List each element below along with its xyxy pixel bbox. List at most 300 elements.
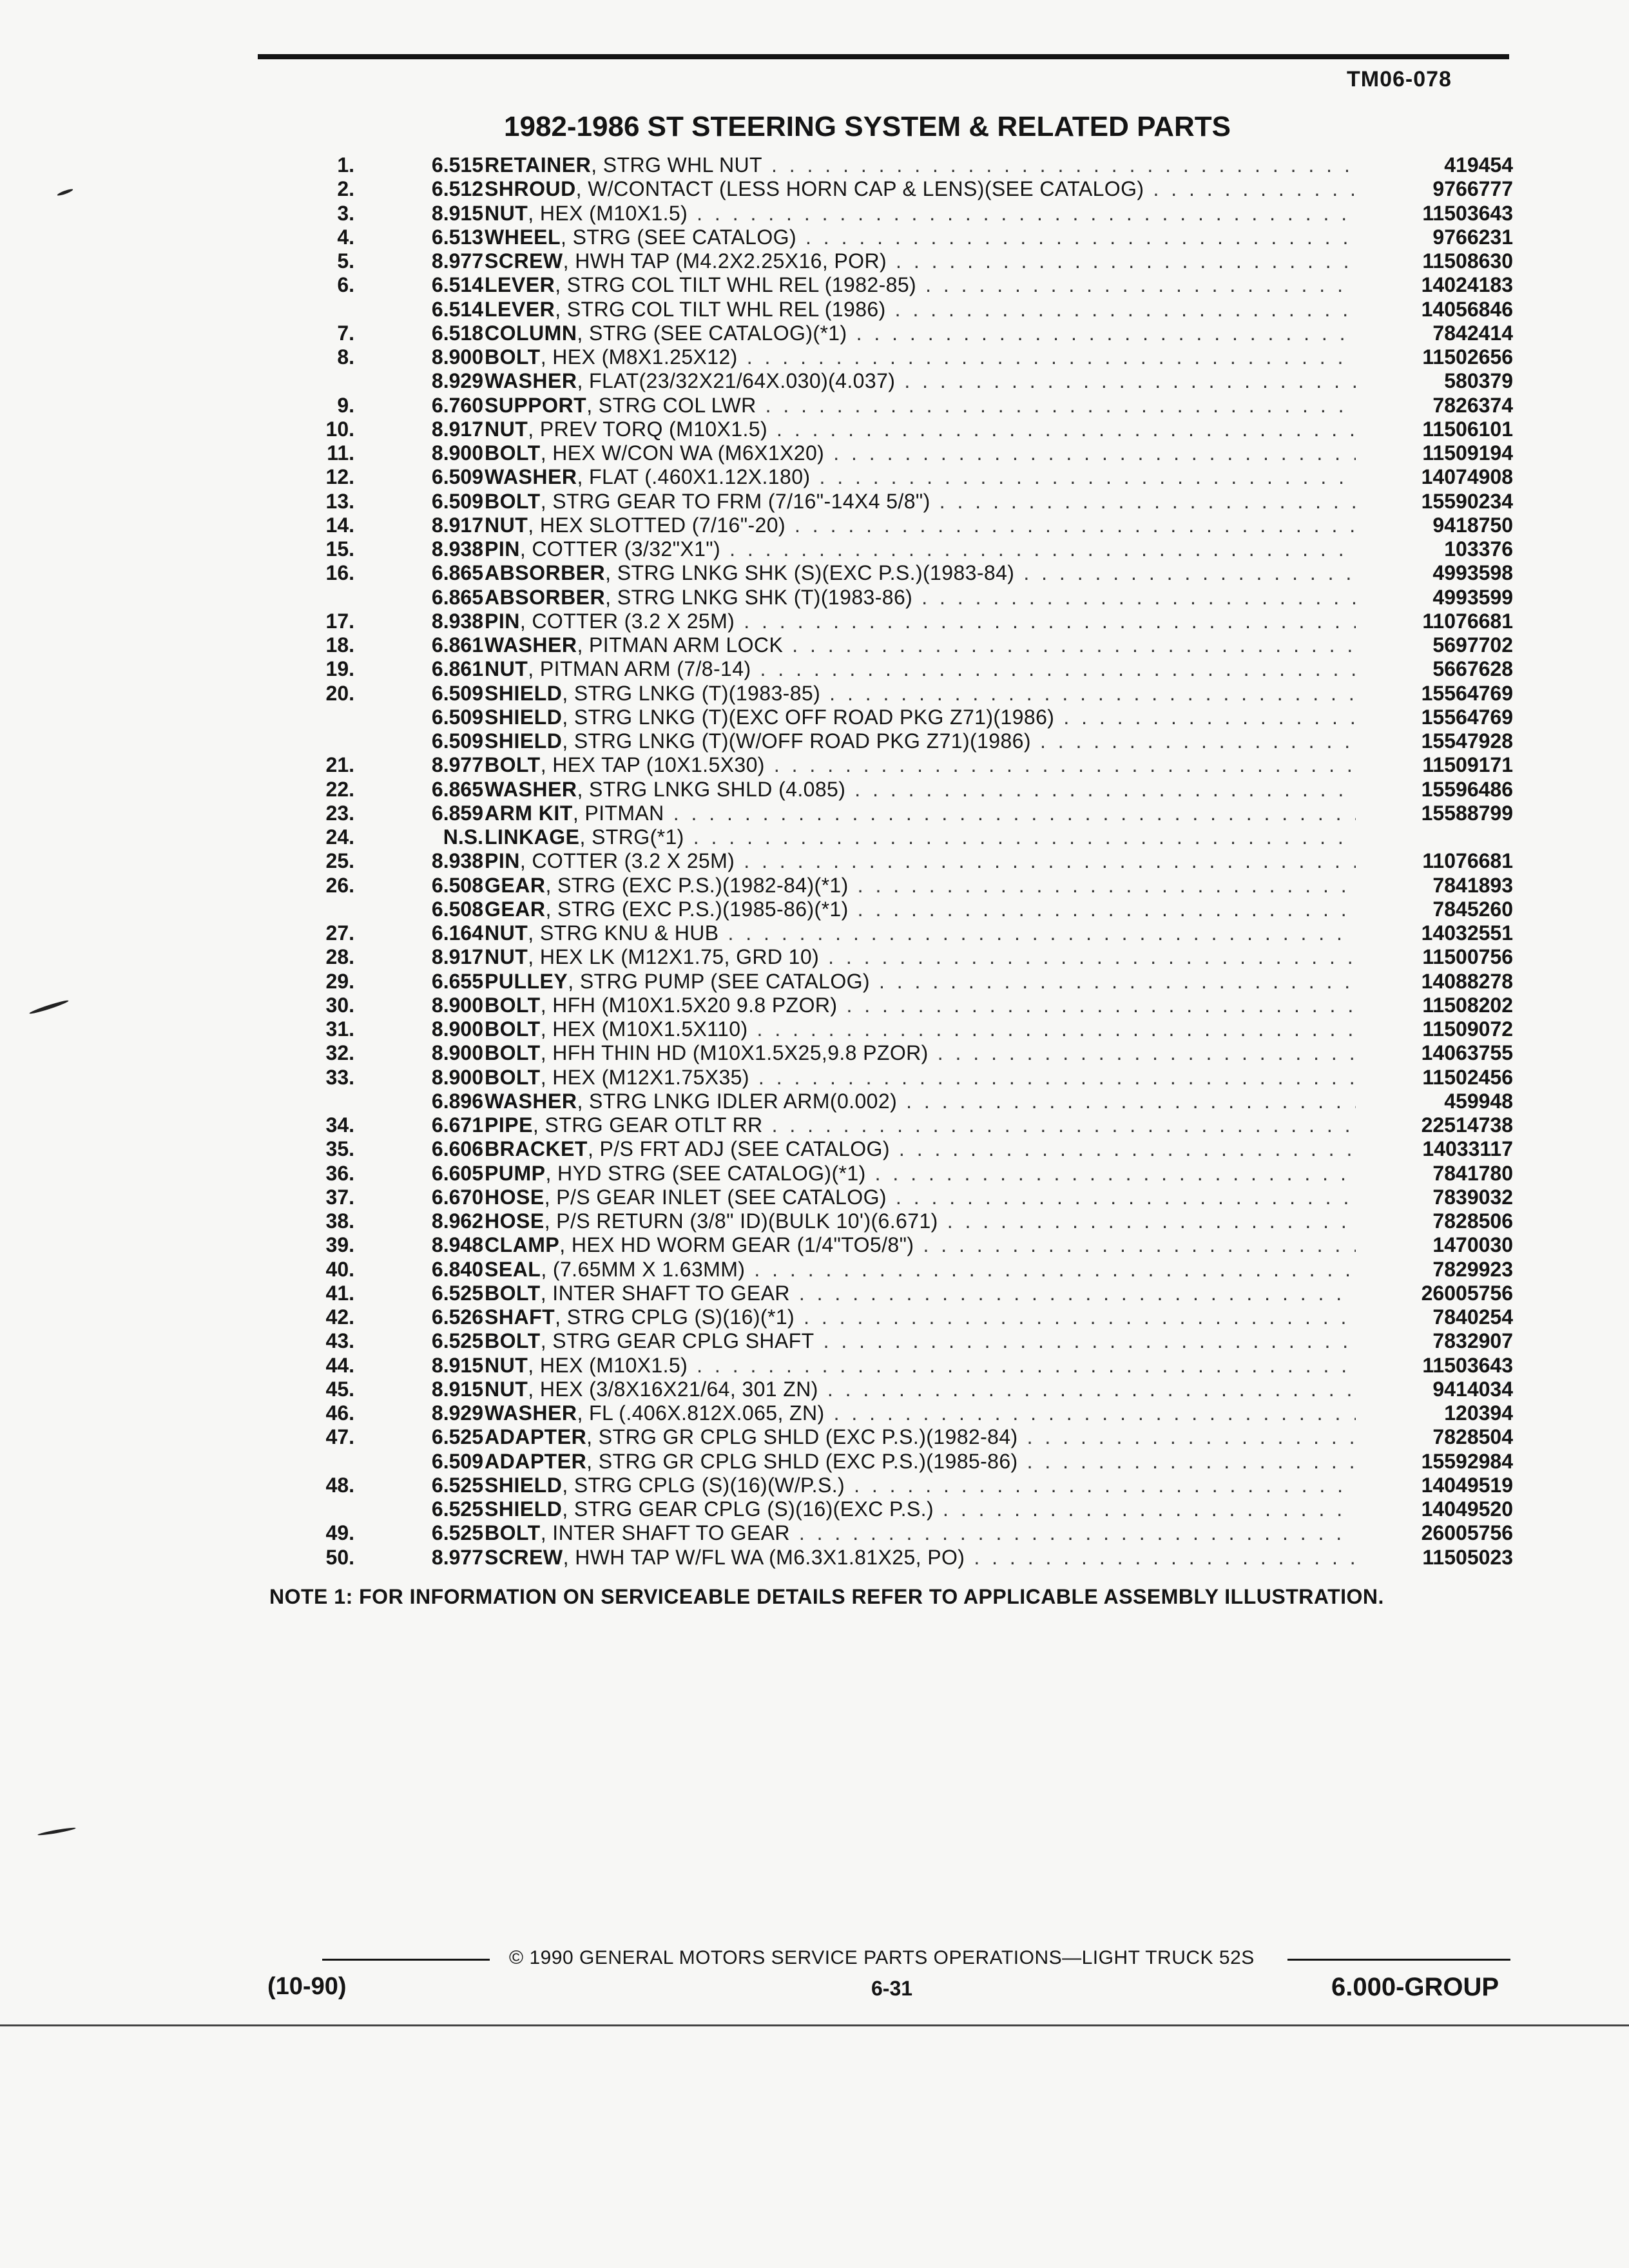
parts-row [0, 537, 1629, 561]
dot-leader [688, 202, 1356, 226]
part-name: SUPPORT [485, 393, 587, 417]
group-code: 6.525 [431, 1521, 483, 1545]
part-description [485, 1329, 1356, 1353]
parts-row [0, 345, 1629, 369]
dot-leader [1031, 729, 1356, 753]
group-code: 8.900 [431, 345, 483, 369]
dot-leader [1054, 706, 1356, 729]
group-code: 8.900 [431, 441, 483, 465]
part-description [485, 898, 1356, 921]
dot-leader [965, 1546, 1356, 1570]
scan-mark [37, 1827, 76, 1836]
dot-leader [735, 849, 1356, 873]
part-description [485, 1378, 1356, 1401]
parts-row [0, 441, 1629, 465]
part-description [485, 273, 1356, 297]
parts-row [0, 1209, 1629, 1233]
part-description [485, 1113, 1356, 1137]
part-spec: , STRG LNKG (T)(EXC OFF ROAD PKG Z71)(1986) [562, 705, 1055, 729]
part-name: PULLEY [485, 969, 568, 993]
part-description [485, 849, 1356, 873]
group-code: 6.525 [431, 1497, 483, 1521]
group-code: 6.865 [431, 561, 483, 585]
item-number: 29. [325, 969, 354, 993]
part-spec: , STRG GEAR OTLT RR [532, 1113, 763, 1137]
part-name: BOLT [485, 1281, 541, 1305]
part-number: 11506101 [1422, 417, 1513, 441]
parts-row [0, 226, 1629, 249]
group-code: 6.518 [431, 321, 483, 345]
group-code: 6.840 [431, 1257, 483, 1281]
part-description [485, 657, 1356, 681]
part-spec: , STRG (EXC P.S.)(1982-84)(*1) [545, 873, 849, 897]
group-code: 6.508 [431, 897, 483, 921]
part-number: 7845260 [1432, 897, 1513, 921]
dot-leader [735, 610, 1356, 633]
part-spec: , COTTER (3/32"X1") [519, 537, 721, 561]
parts-row [0, 874, 1629, 898]
item-number: 39. [325, 1233, 354, 1257]
revision-date: (10-90) [267, 1973, 347, 2000]
part-description [485, 1450, 1356, 1474]
part-number: 15564769 [1421, 681, 1513, 705]
group-code: 8.900 [431, 1065, 483, 1089]
part-description [485, 322, 1356, 345]
dot-leader [664, 802, 1356, 825]
parts-row [0, 1017, 1629, 1041]
parts-row [0, 1474, 1629, 1497]
dot-leader [796, 226, 1356, 249]
dot-leader [1018, 1450, 1356, 1474]
part-description [485, 1233, 1356, 1257]
dot-leader [820, 682, 1356, 706]
part-number: 11502456 [1422, 1065, 1513, 1089]
item-number: 9. [337, 393, 354, 417]
part-description [485, 874, 1356, 898]
part-number: 15590234 [1421, 489, 1513, 513]
group-code: 6.514 [431, 273, 483, 297]
part-number: 15588799 [1421, 801, 1513, 825]
part-name: PUMP [485, 1161, 546, 1185]
parts-row [0, 465, 1629, 489]
parts-row [0, 369, 1629, 393]
parts-row [0, 682, 1629, 706]
parts-row [0, 706, 1629, 729]
part-number: 14049519 [1421, 1473, 1513, 1497]
part-description [485, 202, 1356, 226]
group-code: 8.938 [431, 537, 483, 561]
item-number: 6. [337, 273, 354, 297]
part-number: 11508630 [1422, 249, 1513, 273]
part-description [485, 537, 1356, 561]
parts-row [0, 322, 1629, 345]
part-spec: , STRG LNKG IDLER ARM(0.002) [577, 1089, 898, 1113]
item-number: 15. [325, 537, 354, 561]
parts-row [0, 1354, 1629, 1378]
bottom-rule [0, 2024, 1629, 2026]
group-code: 8.962 [431, 1209, 483, 1233]
part-name: WASHER [485, 1089, 577, 1113]
group-code: 6.508 [431, 873, 483, 897]
part-name: NUT [485, 945, 528, 969]
part-spec: , HEX (M12X1.75X35) [540, 1065, 749, 1089]
part-spec: , HFH (M10X1.5X20 9.8 PZOR) [540, 993, 838, 1017]
group-code: 8.929 [431, 369, 483, 393]
item-number: 25. [325, 849, 354, 873]
group-code: 6.526 [431, 1305, 483, 1329]
part-name: GEAR [485, 897, 546, 921]
parts-row [0, 1186, 1629, 1209]
part-name: SHIELD [485, 681, 563, 705]
part-spec: , STRG PUMP (SEE CATALOG) [568, 969, 870, 993]
item-number: 41. [325, 1281, 354, 1305]
group-code: 6.525 [431, 1473, 483, 1497]
part-spec: , STRG (SEE CATALOG)(*1) [577, 321, 847, 345]
item-number: 2. [337, 177, 354, 201]
item-number: 36. [325, 1161, 354, 1185]
group-code: 8.915 [431, 201, 483, 225]
dot-leader [825, 1401, 1356, 1425]
item-number: 13. [325, 489, 354, 513]
item-number: 34. [325, 1113, 354, 1137]
group-code: 6.525 [431, 1425, 483, 1449]
part-number: 7840254 [1432, 1305, 1513, 1329]
dot-leader [916, 273, 1356, 297]
part-description [485, 561, 1356, 585]
parts-row [0, 1233, 1629, 1257]
dot-leader [757, 394, 1356, 418]
part-name: CLAMP [485, 1233, 560, 1257]
parts-row [0, 394, 1629, 418]
part-spec: , STRG CPLG (S)(16)(W/P.S.) [562, 1473, 845, 1497]
item-number: 17. [325, 609, 354, 633]
part-number: 7841893 [1432, 873, 1513, 897]
group-code: 6.514 [431, 297, 483, 321]
group-code: 8.948 [431, 1233, 483, 1257]
group-code: 6.896 [431, 1089, 483, 1113]
part-spec: , HWH TAP (M4.2X2.25X16, POR) [563, 249, 887, 273]
parts-row [0, 1041, 1629, 1065]
part-name: LINKAGE [485, 825, 580, 849]
part-number: 15547928 [1421, 729, 1513, 753]
part-number: 15592984 [1421, 1449, 1513, 1473]
part-spec: , STRG WHL NUT [591, 153, 762, 177]
dot-leader [914, 1233, 1356, 1257]
dot-leader [810, 465, 1356, 489]
part-name: SHROUD [485, 177, 576, 201]
part-number: 7829923 [1432, 1257, 1513, 1281]
dot-leader [895, 369, 1356, 393]
group-code: 8.938 [431, 849, 483, 873]
part-name: SCREW [485, 1545, 563, 1569]
part-number: 1470030 [1432, 1233, 1513, 1257]
part-spec: , INTER SHAFT TO GEAR [540, 1281, 790, 1305]
parts-row [0, 1521, 1629, 1545]
part-description [485, 1017, 1356, 1041]
item-number: 32. [325, 1041, 354, 1065]
part-spec: , STRG(*1) [579, 825, 684, 849]
group-code: 6.865 [431, 585, 483, 609]
part-number: 11500756 [1422, 945, 1513, 969]
part-spec: , P/S RETURN (3/8" ID)(BULK 10')(6.671) [544, 1209, 938, 1233]
part-description [485, 1546, 1356, 1570]
part-description [485, 1090, 1356, 1113]
part-spec: , STRG COL LWR [586, 393, 757, 417]
part-description [485, 778, 1356, 802]
part-spec: , PITMAN ARM LOCK [577, 633, 784, 657]
parts-row [0, 1450, 1629, 1474]
item-number: 50. [325, 1545, 354, 1569]
part-number: 9766231 [1432, 225, 1513, 249]
part-spec: , HEX LK (M12X1.75, GRD 10) [528, 945, 820, 969]
part-spec: , STRG LNKG SHK (S)(EXC P.S.)(1983-84) [605, 561, 1015, 585]
group-code: N.S. [443, 825, 483, 849]
group-code: 6.509 [431, 489, 483, 513]
parts-row [0, 418, 1629, 441]
item-number: 33. [325, 1065, 354, 1089]
part-description [485, 345, 1356, 369]
part-name: BOLT [485, 1329, 541, 1353]
parts-row [0, 825, 1629, 849]
group-code: 8.977 [431, 753, 483, 777]
dot-leader [684, 825, 1356, 849]
parts-row [0, 753, 1629, 777]
dot-leader [767, 418, 1356, 441]
part-number: 14088278 [1421, 969, 1513, 993]
group-code: 6.606 [431, 1137, 483, 1161]
parts-row [0, 586, 1629, 610]
part-description [485, 226, 1356, 249]
item-number: 30. [325, 993, 354, 1017]
group-code: 6.865 [431, 777, 483, 801]
dot-leader [748, 1017, 1356, 1041]
part-spec: , STRG COL TILT WHL REL (1982-85) [555, 273, 917, 297]
part-name: SEAL [485, 1257, 541, 1281]
group-code: 6.605 [431, 1161, 483, 1185]
parts-row [0, 1282, 1629, 1305]
part-description [485, 177, 1356, 201]
dot-leader [783, 633, 1356, 657]
part-name: BOLT [485, 993, 541, 1017]
parts-row [0, 1425, 1629, 1449]
group-code: 8.977 [431, 1545, 483, 1569]
dot-leader [930, 490, 1356, 514]
parts-row [0, 273, 1629, 297]
parts-row [0, 490, 1629, 514]
group-code: 8.917 [431, 417, 483, 441]
dot-leader [845, 778, 1356, 802]
parts-row [0, 610, 1629, 633]
group-code: 6.525 [431, 1329, 483, 1353]
part-description [485, 249, 1356, 273]
dot-leader [738, 345, 1356, 369]
part-spec: , PITMAN [572, 801, 664, 825]
group-code: 8.900 [431, 993, 483, 1017]
part-name: BOLT [485, 1041, 541, 1065]
part-number: 11076681 [1422, 849, 1513, 873]
part-name: PIPE [485, 1113, 533, 1137]
parts-row [0, 849, 1629, 873]
part-number: 5697702 [1432, 633, 1513, 657]
part-name: WASHER [485, 369, 577, 393]
parts-row [0, 1497, 1629, 1521]
part-spec: , HEX (3/8X16X21/64, 301 ZN) [528, 1377, 818, 1401]
part-description [485, 441, 1356, 465]
part-name: NUT [485, 417, 528, 441]
dot-leader [887, 249, 1356, 273]
part-spec: , STRG LNKG SHK (T)(1983-86) [605, 585, 913, 609]
group-code: 8.917 [431, 513, 483, 537]
footer-rule-right [1287, 1959, 1510, 1961]
dot-leader [824, 441, 1356, 465]
part-spec: , HEX (M10X1.5X110) [540, 1017, 748, 1041]
group-code: 6.861 [431, 633, 483, 657]
dot-leader [790, 1282, 1356, 1305]
part-number: 11509072 [1422, 1017, 1513, 1041]
item-number: 19. [325, 657, 354, 681]
parts-row [0, 970, 1629, 994]
group-code: 6.509 [431, 705, 483, 729]
part-description [485, 298, 1356, 322]
parts-row [0, 1546, 1629, 1570]
group-code: 6.515 [431, 153, 483, 177]
part-name: RETAINER [485, 153, 592, 177]
part-description [485, 514, 1356, 537]
part-description [485, 1282, 1356, 1305]
page-number: 6-31 [871, 1977, 913, 2000]
dot-leader [847, 322, 1356, 345]
dot-leader [837, 994, 1356, 1017]
part-spec: , HFH THIN HD (M10X1.5X25,9.8 PZOR) [540, 1041, 929, 1065]
parts-row [0, 778, 1629, 802]
dot-leader [762, 153, 1356, 177]
part-number: 11505023 [1422, 1545, 1513, 1569]
dot-leader [938, 1209, 1356, 1233]
part-number: 419454 [1444, 153, 1513, 177]
dot-leader [786, 514, 1356, 537]
part-spec: , STRG GEAR CPLG (S)(16)(EXC P.S.) [562, 1497, 934, 1521]
item-number: 47. [325, 1425, 354, 1449]
item-number: 31. [325, 1017, 354, 1041]
dot-leader [815, 1329, 1356, 1353]
part-spec: , PREV TORQ (M10X1.5) [528, 417, 768, 441]
part-name: BOLT [485, 441, 541, 465]
copyright-notice: © 1990 GENERAL MOTORS SERVICE PARTS OPERATIONS—LIGHT TRUCK 52S [509, 1947, 1255, 1968]
part-name: PIN [485, 849, 520, 873]
part-description [485, 706, 1356, 729]
part-description [485, 153, 1356, 177]
group-code: 6.164 [431, 921, 483, 945]
part-number: 14032551 [1421, 921, 1513, 945]
part-number: 14033117 [1422, 1137, 1513, 1161]
part-name: BOLT [485, 1017, 541, 1041]
part-number: 22514738 [1421, 1113, 1513, 1137]
part-name: GEAR [485, 873, 546, 897]
part-number: 11503643 [1422, 1353, 1513, 1377]
group-code: 6.670 [431, 1185, 483, 1209]
part-spec: , HEX SLOTTED (7/16"-20) [528, 513, 786, 537]
dot-leader [749, 1066, 1356, 1090]
part-spec: , STRG LNKG (T)(W/OFF ROAD PKG Z71)(1986) [562, 729, 1031, 753]
part-number: 14063755 [1421, 1041, 1513, 1065]
part-description [485, 1258, 1356, 1282]
part-name: ABSORBER [485, 561, 606, 585]
part-name: NUT [485, 657, 528, 681]
part-name: ARM KIT [485, 801, 573, 825]
part-name: SHIELD [485, 729, 563, 753]
item-number: 5. [337, 249, 354, 273]
part-spec: , STRG GEAR TO FRM (7/16"-14X4 5/8") [540, 489, 930, 513]
part-spec: , HWH TAP W/FL WA (M6.3X1.81X25, PO) [563, 1545, 965, 1569]
part-spec: , FL (.406X.812X.065, ZN) [577, 1401, 825, 1425]
part-description [485, 610, 1356, 633]
part-number: 26005756 [1421, 1281, 1513, 1305]
part-description [485, 586, 1356, 610]
item-number: 43. [325, 1329, 354, 1353]
part-name: HOSE [485, 1209, 545, 1233]
part-number: 5667628 [1432, 657, 1513, 681]
item-number: 14. [325, 513, 354, 537]
part-spec: , HEX (M10X1.5) [528, 1353, 688, 1377]
part-spec: , INTER SHAFT TO GEAR [540, 1521, 790, 1545]
group-code: 6.509 [431, 1449, 483, 1473]
part-description [485, 1162, 1356, 1186]
parts-row [0, 177, 1629, 201]
part-description [485, 1474, 1356, 1497]
parts-row [0, 249, 1629, 273]
part-number: 11509194 [1422, 441, 1513, 465]
part-spec: , W/CONTACT (LESS HORN CAP & LENS)(SEE CATALOG) [575, 177, 1144, 201]
dot-leader [718, 921, 1356, 945]
part-description [485, 994, 1356, 1017]
item-number: 38. [325, 1209, 354, 1233]
part-spec: , STRG LNKG SHLD (4.085) [577, 777, 846, 801]
item-number: 42. [325, 1305, 354, 1329]
part-name: LEVER [485, 273, 555, 297]
item-number: 24. [325, 825, 354, 849]
group-code: 6.861 [431, 657, 483, 681]
parts-row [0, 1066, 1629, 1090]
parts-row [0, 1137, 1629, 1161]
part-spec: , COTTER (3.2 X 25M) [519, 609, 735, 633]
part-number: 580379 [1444, 369, 1513, 393]
part-description [485, 802, 1356, 825]
part-number: 11503643 [1422, 201, 1513, 225]
part-name: NUT [485, 513, 528, 537]
group-code: 6.525 [431, 1281, 483, 1305]
dot-leader [763, 1113, 1356, 1137]
part-number: 9766777 [1432, 177, 1513, 201]
part-spec: , HEX (M8X1.25X12) [540, 345, 738, 369]
part-description [485, 490, 1356, 514]
part-description [485, 682, 1356, 706]
part-spec: , FLAT(23/32X21/64X.030)(4.037) [577, 369, 896, 393]
parts-row [0, 1378, 1629, 1401]
part-name: BOLT [485, 753, 541, 777]
dot-leader [765, 753, 1356, 777]
dot-leader [849, 898, 1356, 921]
part-number: 7842414 [1432, 321, 1513, 345]
part-name: ABSORBER [485, 585, 606, 609]
part-description [485, 1354, 1356, 1378]
part-description [485, 394, 1356, 418]
item-number: 1. [337, 153, 354, 177]
parts-row [0, 994, 1629, 1017]
part-number: 15564769 [1421, 705, 1513, 729]
part-name: BOLT [485, 1065, 541, 1089]
part-number: 459948 [1444, 1089, 1513, 1113]
part-name: BOLT [485, 1521, 541, 1545]
